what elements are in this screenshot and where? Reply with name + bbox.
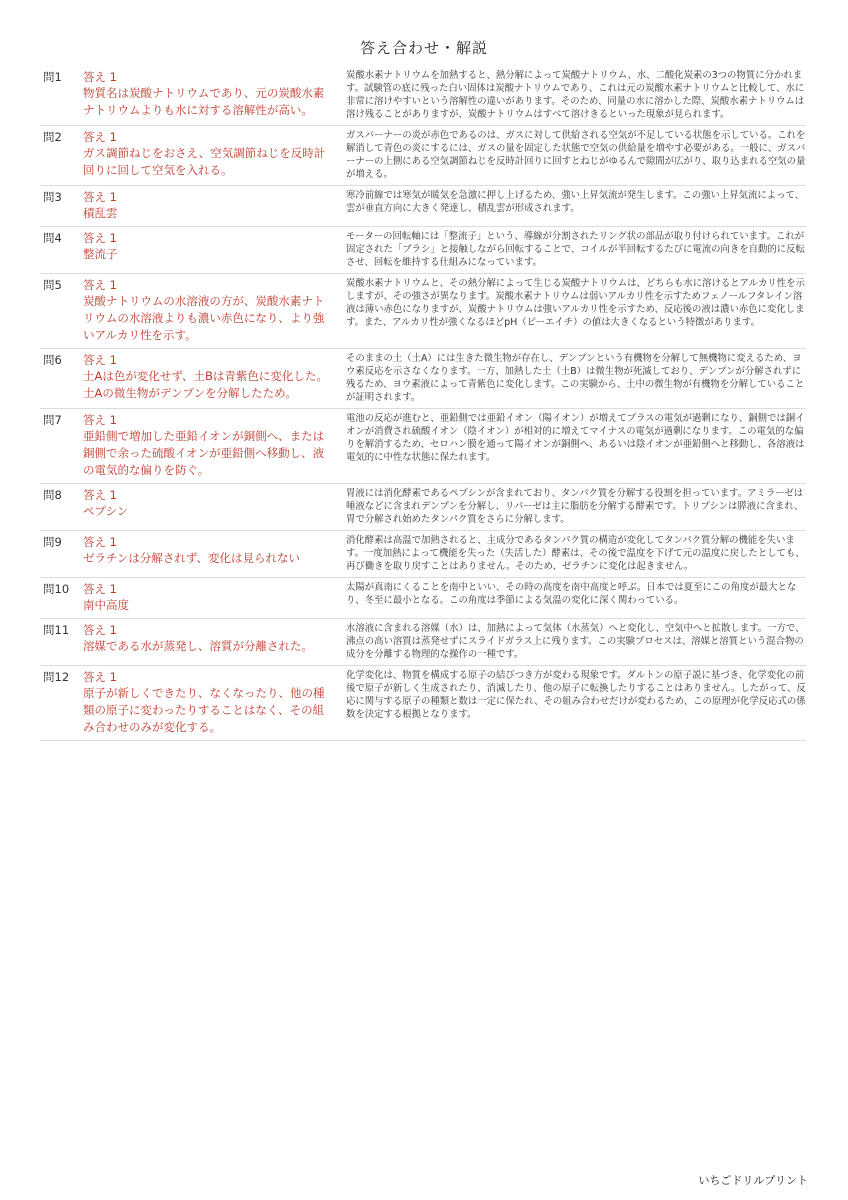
explanation-text: 消化酵素は高温で加熱されると、主成分であるタンパク質の構造が変化してタンパク質分解の機能を失います。一度加熱によって機能を失った（失活した）酵素は、その後で温度を下げて元の温度に戻したとしても、再び働きを取り戻すことはありません。そのため、ゼラチンに変化は起きません。 (342, 531, 806, 578)
explanation-text: 炭酸水素ナトリウムと、その熱分解によって生じる炭酸ナトリウムは、どちらも水に溶けるとアルカリ性を示しますが、その強さが異なります。炭酸水素ナトリウムは弱いアルカリ性を示すためフェノールフタレイン溶液は薄い赤色になりますが、炭酸ナトリウムは強いアルカリ性を示すため、反応後の液は濃い赤色に変化します。また、アルカリ性が強くなるほどpH（ピーエイチ）の値は大きくなるという特徴があります。 (342, 274, 806, 349)
answer-text: 積乱雲 (83, 206, 118, 220)
explanation-text: そのままの土（土A）には生きた微生物が存在し、デンプンという有機物を分解して無機物に変えるため、ヨウ素反応を示さなくなります。一方、加熱した土（土B）は微生物が死滅しており、デンプンが分解されずに残るため、ヨウ素液によって青紫色に変化します。この実験から、土中の微生物が有機物を分解していることが証明されます。 (342, 349, 806, 409)
question-number: 問12 (40, 666, 83, 741)
question-row (40, 186, 806, 227)
answer-text: ゼラチンは分解されず、変化は見られない (83, 551, 301, 565)
explanation-text: 寒冷前線では寒気が暖気を急激に押し上げるため、強い上昇気流が発生します。この強い上昇気流によって、雲が垂直方向に大きく発達し、積乱雲が形成されます。 (342, 186, 806, 227)
answer-label: 答え 1 (83, 353, 117, 367)
answer-cell (83, 666, 342, 741)
answer-text: 物質名は炭酸ナトリウムであり、元の炭酸水素ナトリウムよりも水に対する溶解性が高い。 (83, 86, 325, 117)
question-row (40, 666, 806, 741)
question-number: 問2 (40, 126, 83, 186)
answer-cell (83, 531, 342, 578)
question-number: 問1 (40, 66, 83, 126)
answer-cell (83, 578, 342, 619)
question-row (40, 126, 806, 186)
answer-label: 答え 1 (83, 278, 117, 292)
answer-text: 亜鉛側で増加した亜鉛イオンが銅側へ、または銅側で余った硫酸イオンが亜鉛側へ移動し、液の電気的な偏りを防ぐ。 (83, 429, 325, 477)
answer-rows (40, 66, 806, 741)
answer-label: 答え 1 (83, 231, 117, 245)
question-row (40, 349, 806, 409)
question-number: 問8 (40, 484, 83, 531)
answer-cell (83, 66, 342, 126)
answer-text: ガス調節ねじをおさえ、空気調節ねじを反時計回りに回して空気を入れる。 (83, 146, 326, 177)
explanation-text: ガスバーナーの炎が赤色であるのは、ガスに対して供給される空気が不足している状態を示している。これを解消して青色の炎にするには、ガスの量を固定した状態で空気の供給量を増やす必要がある。一般に、ガスバーナーの上側にある空気調節ねじを反時計回りに回すとねじがゆるんで隙間が広がり、取り込まれる空気の量が増える。 (342, 126, 806, 186)
answer-cell (83, 349, 342, 409)
footer-brand: いちごドリルプリント (698, 1174, 808, 1187)
answer-table (40, 66, 806, 741)
question-row (40, 409, 806, 484)
explanation-text: モーターの回転軸には「整流子」という、導線が分割されたリング状の部品が取り付けられています。これが固定された「ブラシ」と接触しながら回転することで、コイルが半回転するたびに電流の向きを自動的に反転させ、回転を維持する仕組みになっています。 (342, 227, 806, 274)
question-number: 問10 (40, 578, 83, 619)
question-row (40, 66, 806, 126)
answer-label: 答え 1 (83, 623, 117, 637)
answer-label: 答え 1 (83, 190, 117, 204)
question-number: 問11 (40, 619, 83, 666)
question-row (40, 484, 806, 531)
answer-text: 炭酸ナトリウムの水溶液の方が、炭酸水素ナトリウムの水溶液よりも濃い赤色になり、より強いアルカリ性を示す。 (83, 294, 325, 342)
answer-cell (83, 484, 342, 531)
answer-label: 答え 1 (83, 535, 117, 549)
question-row (40, 619, 806, 666)
explanation-text: 太陽が真南にくることを南中といい、その時の高度を南中高度と呼ぶ。日本では夏至にこの角度が最大となり、冬至に最小となる。この角度は季節による気温の変化に深く関わっている。 (342, 578, 806, 619)
explanation-text: 水溶液に含まれる溶媒（水）は、加熱によって気体（水蒸気）へと変化し、空気中へと拡散します。一方で、沸点の高い溶質は蒸発せずにスライドガラス上に残ります。この実験プロセスは、溶媒と溶質という混合物の成分を分離する物理的な操作の一種です。 (342, 619, 806, 666)
explanation-text: 化学変化は、物質を構成する原子の結びつき方が変わる現象です。ダルトンの原子説に基づき、化学変化の前後で原子が新しく生成されたり、消滅したり、他の原子に転換したりすることはありません。したがって、反応に関与する原子の種類と数は一定に保たれ、その組み合わせだけが変わるため、この原理が化学反応式の係数を決定する根拠となります。 (342, 666, 806, 741)
question-number: 問9 (40, 531, 83, 578)
page-title: 答え合わせ・解説 (359, 39, 488, 57)
answer-text: 土Aは色が変化せず、土Bは青紫色に変化した。土Aの微生物がデンプンを分解したため。 (83, 369, 328, 400)
answer-label: 答え 1 (83, 582, 117, 596)
question-number: 問3 (40, 186, 83, 227)
question-row (40, 578, 806, 619)
answer-label: 答え 1 (83, 130, 117, 144)
explanation-text: 炭酸水素ナトリウムを加熱すると、熱分解によって炭酸ナトリウム、水、二酸化炭素の3つの物質に分かれます。試験管の底に残った白い固体は炭酸ナトリウムであり、これは元の炭酸水素ナトリウムと比較して、水に非常に溶けやすいという溶解性の違いがあります。そのため、同量の水に溶かした際、炭酸水素ナトリウムは溶け残ることがありますが、炭酸ナトリウムはすべて溶けきるといった現象が見られます。 (342, 66, 806, 126)
answer-label: 答え 1 (83, 488, 117, 502)
answer-text: 南中高度 (83, 598, 129, 612)
answer-text: 整流子 (83, 247, 118, 261)
answer-cell (83, 126, 342, 186)
answer-cell (83, 186, 342, 227)
answer-text: ペプシン (83, 504, 129, 518)
question-row (40, 531, 806, 578)
answer-label: 答え 1 (83, 70, 117, 84)
question-number: 問5 (40, 274, 83, 349)
question-number: 問7 (40, 409, 83, 484)
question-row (40, 274, 806, 349)
answer-cell (83, 227, 342, 274)
answer-cell (83, 274, 342, 349)
answer-label: 答え 1 (83, 670, 117, 684)
answer-text: 原子が新しくできたり、なくなったり、他の種類の原子に変わったりすることはなく、その組み合わせのみが変化する。 (83, 686, 325, 734)
explanation-text: 電池の反応が進むと、亜鉛側では亜鉛イオン（陽イオン）が増えてプラスの電気が過剰になり、銅側では銅イオンが消費され硫酸イオン（陰イオン）が相対的に増えてマイナスの電気が過剰になります。この電気的な偏りを解消するため、セロハン膜を通って陽イオンが銅側へ、あるいは陰イオンが亜鉛側へと移動し、各溶液は電気的に中性な状態に保たれます。 (342, 409, 806, 484)
question-number: 問4 (40, 227, 83, 274)
question-row (40, 227, 806, 274)
question-number: 問6 (40, 349, 83, 409)
answer-cell (83, 409, 342, 484)
explanation-text: 胃液には消化酵素であるペプシンが含まれており、タンパク質を分解する役割を担っています。アミラーゼは唾液などに含まれデンプンを分解し、リパーゼは主に脂肪を分解する酵素です。トリプシンは膵液に含まれ、胃で分解され始めたタンパク質をさらに分解します。 (342, 484, 806, 531)
answer-label: 答え 1 (83, 413, 117, 427)
answer-text: 溶媒である水が蒸発し、溶質が分離された。 (83, 639, 313, 653)
answer-cell (83, 619, 342, 666)
